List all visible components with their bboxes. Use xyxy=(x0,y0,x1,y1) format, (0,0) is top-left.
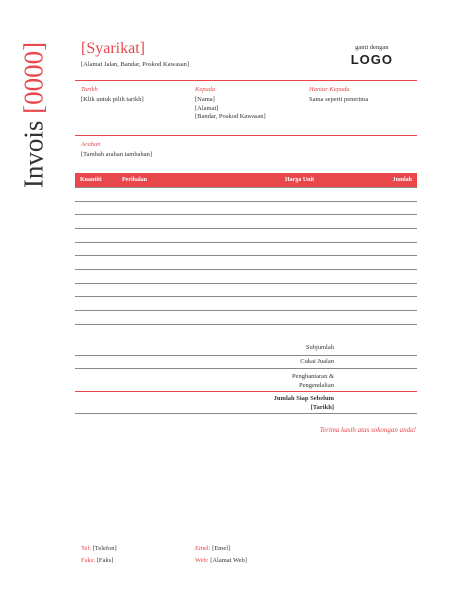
to-address[interactable]: [Alamat] xyxy=(195,104,219,112)
info-divider xyxy=(75,135,417,136)
email-value[interactable]: [Emel] xyxy=(212,545,231,552)
instructions-label: Arahan xyxy=(81,141,101,148)
total-divider xyxy=(75,391,417,392)
logo-placeholder[interactable] xyxy=(351,44,393,67)
summary-row-line xyxy=(75,413,417,414)
shipping-label-1: Penghantaran & xyxy=(291,373,334,380)
footer-email xyxy=(195,545,230,552)
header-qty: Kuantiti xyxy=(80,176,102,183)
phone-label: Tel: xyxy=(81,545,92,552)
email-label: Emel: xyxy=(195,545,211,552)
header-divider xyxy=(75,80,417,81)
ship-to-value[interactable]: Sama seperti penerima xyxy=(309,96,369,103)
thank-you-message: Terima kasih atas sokongan anda! xyxy=(319,426,416,434)
instructions-value[interactable]: [Tambah arahan tambahan] xyxy=(81,151,153,158)
table-row[interactable] xyxy=(75,255,417,256)
footer-phone xyxy=(81,545,117,552)
total-due-date[interactable]: [Tarikh] xyxy=(310,404,334,411)
date-label: Tarikh xyxy=(81,86,98,93)
to-label: Kepada xyxy=(195,86,216,93)
logo-text: LOGO xyxy=(350,52,393,67)
fax-value[interactable]: [Faks] xyxy=(96,557,114,564)
shipping-label-2: Pengendalian xyxy=(298,382,334,389)
phone-value[interactable]: [Telefon] xyxy=(92,545,117,552)
table-row[interactable] xyxy=(75,296,417,297)
table-row[interactable] xyxy=(75,324,417,325)
table-header xyxy=(75,173,417,187)
summary-row-line xyxy=(75,368,417,369)
company-name[interactable]: [Syarikat] xyxy=(81,40,145,57)
footer-fax xyxy=(81,557,113,564)
invoice-title xyxy=(14,40,54,190)
logo-subtitle: ganti dengan xyxy=(355,44,389,51)
table-row[interactable] xyxy=(75,201,417,202)
header-description: Perihalan xyxy=(122,176,147,183)
fax-label: Faks: xyxy=(81,557,96,564)
table-row[interactable] xyxy=(75,269,417,270)
header-unit-price: Harga Unit xyxy=(285,176,315,183)
ship-to-label: Hantar Kepada xyxy=(309,86,350,93)
table-row[interactable] xyxy=(75,242,417,243)
web-label: Web: xyxy=(195,557,209,564)
invoice-word: Invois xyxy=(18,120,49,189)
subtotal-label: Subjumlah xyxy=(305,344,334,351)
table-row[interactable] xyxy=(75,283,417,284)
summary-row-line xyxy=(75,355,417,356)
header-total: Jumlah xyxy=(392,176,412,183)
footer-web xyxy=(195,557,247,564)
sales-tax-label: Cukai Jualan xyxy=(300,358,334,365)
total-due-label: Jumlah Siap Sebelum xyxy=(273,395,334,402)
table-row[interactable] xyxy=(75,228,417,229)
web-value[interactable]: [Alamat Web] xyxy=(210,557,247,564)
company-address[interactable]: [Alamat Jalan, Bandar, Poskod Kawasan] xyxy=(81,61,190,68)
date-value[interactable]: [Klik untuk pilih tarikh] xyxy=(81,96,144,103)
table-row[interactable] xyxy=(75,187,417,188)
table-row[interactable] xyxy=(75,310,417,311)
table-row[interactable] xyxy=(75,214,417,215)
to-city[interactable]: [Bandar, Poskod Kawasan] xyxy=(195,113,266,120)
invoice-number[interactable]: [0000] xyxy=(18,41,49,114)
to-name[interactable]: [Nama] xyxy=(195,96,215,103)
